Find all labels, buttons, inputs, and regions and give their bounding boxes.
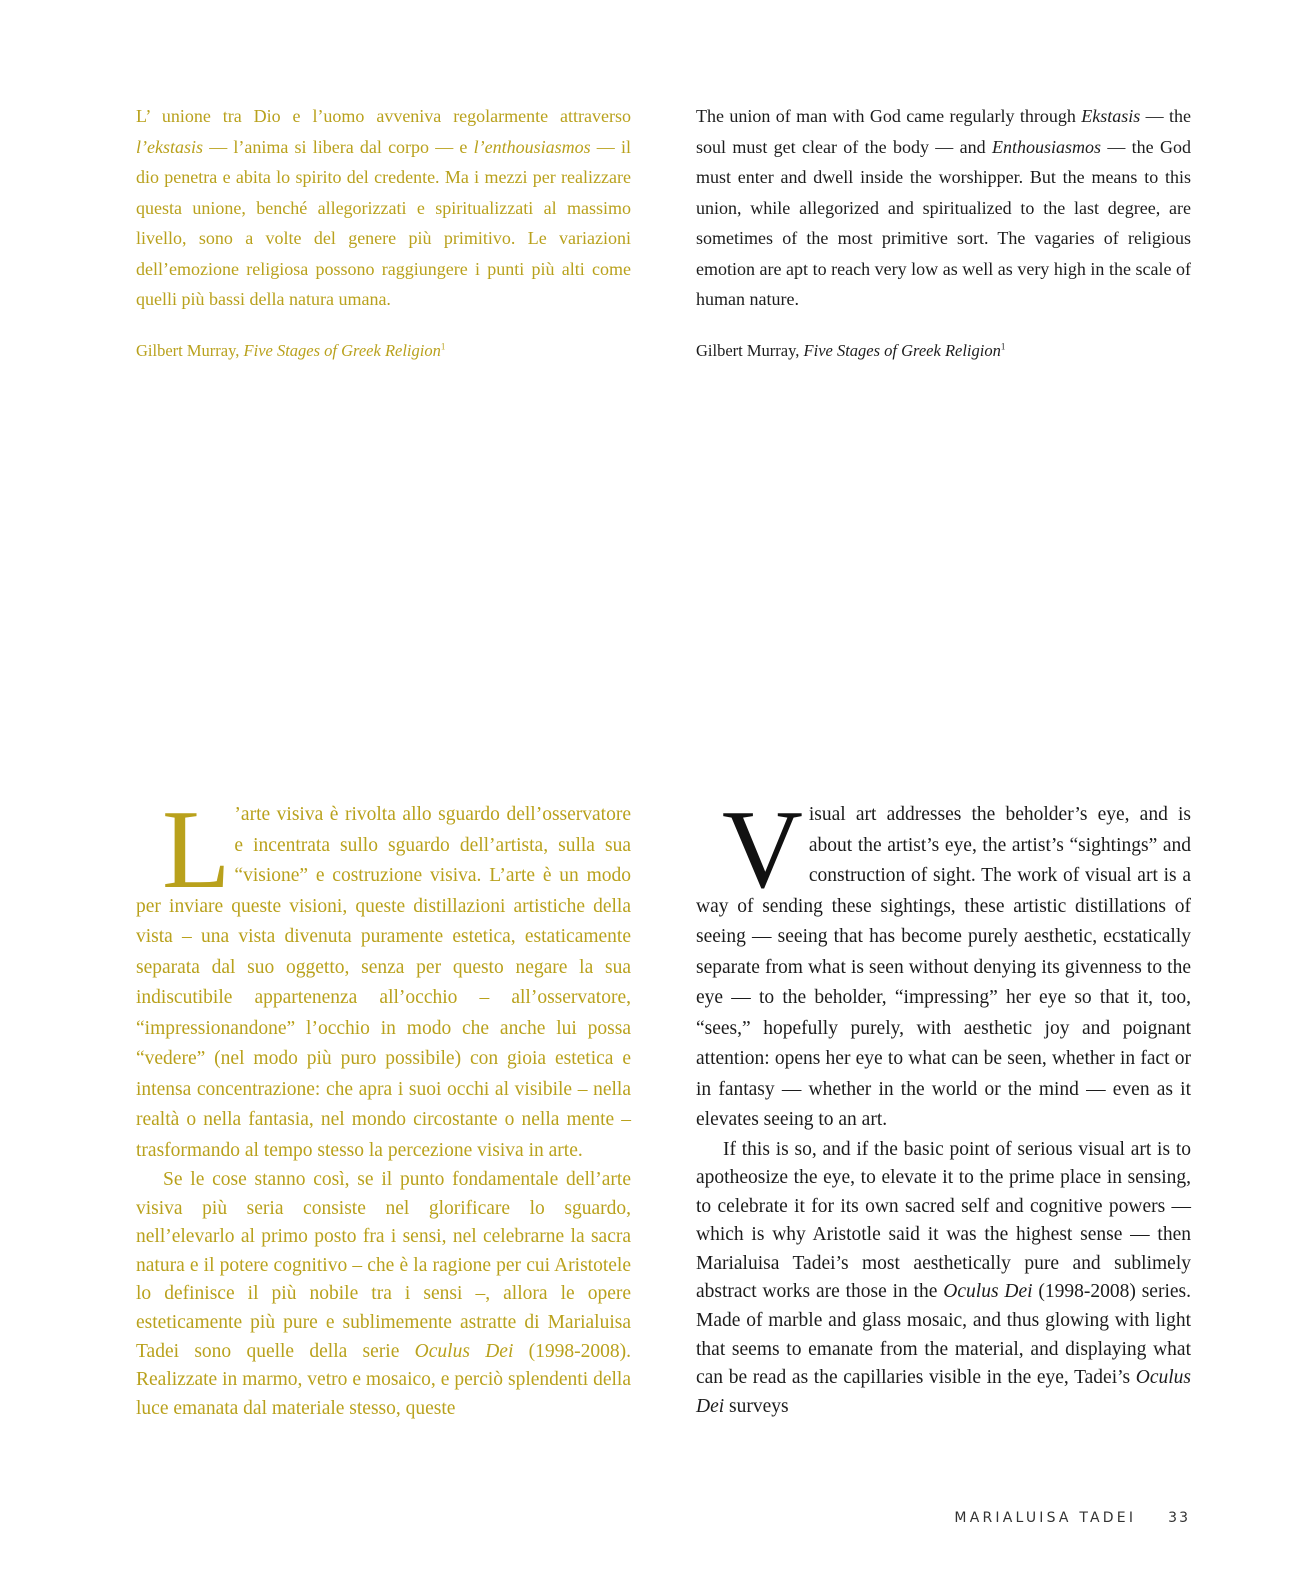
body-english-text: surveys	[724, 1395, 789, 1417]
epigraph-english	[696, 101, 1191, 362]
page-footer	[954, 1510, 1190, 1526]
series-title-oculus-dei: Oculus Dei	[414, 1340, 514, 1362]
epigraph-english-citation	[696, 340, 1191, 362]
epigraph-italian	[136, 101, 631, 362]
epigraph-italian-segment: — il dio penetra e abita lo spirito del credente. Ma i mezzi per realizzare questa unione, benché allegorizzati e spiritualizzati al massimo livello, sono a volte del genere più primitivo. Le variazioni dell’emozione religiosa possono raggiungere i punti più alti come quelli più bassi della natura umana.	[136, 136, 631, 309]
citation-author: Gilbert Murray,	[696, 340, 804, 360]
epigraph-english-segment: — the soul must get clear of the body — and	[696, 106, 1191, 157]
body-italian-text: Se le cose stanno così, se il punto fondamentale dell’arte visiva più seria consiste nel glorificare lo sguardo, nell’elevarlo al primo posto fra i sensi, nel celebrarne la sacra natura e il potere cognitivo – che è la ragione per cui Aristotele lo definisce il più nobile tra i sensi –, allora le opere esteticamente più pure e sublimemente astratte di Marialuisa Tadei sono quelle della serie	[136, 1169, 631, 1362]
footnote-marker: 1	[440, 341, 446, 351]
epigraph-english-segment: — the God must enter and dwell inside the worshipper. But the means to this union, while allegorized and spiritualized to the last degree, are sometimes of the most primitive sort. The vagaries of religious emotion are apt to reach very low as well as very high in the scale of human nature.	[696, 136, 1191, 309]
body-italian-text: (1998-2008). Realizzate in marmo, vetro e mosaico, e perciò splendenti della luce emanata dal materiale stesso, queste	[136, 1340, 632, 1419]
citation-title: Five Stages of Greek Religion	[243, 340, 441, 360]
page-number: 33	[1168, 1510, 1190, 1526]
drop-cap-english: V	[722, 788, 803, 912]
body-italian	[136, 788, 632, 1423]
epigraph-italian-citation	[136, 340, 631, 362]
epigraph-english-segment: The union of man with God came regularly through	[696, 106, 1082, 126]
citation-title: Five Stages of Greek Religion	[803, 340, 1001, 360]
running-footer-author: MARIALUISA TADEI	[954, 1510, 1137, 1526]
epigraph-english-text	[696, 101, 1191, 315]
body-english-text: isual art addresses the beholder’s eye, and is about the artist’s eye, the artist’s “sightings” and construction of sight. The work of visual art is a way of sending these sightings, these artistic distillations of seeing — seeing that has become purely aesthetic, ecstatically separate from what is seen without denying its givenness to the eye — to the beholder, “impressing” her eye so that it, too, “sees,” hopefully purely, with aesthetic joy and poignant attention: opens her eye to what can be seen, whether in fact or in fantasy — whether in the world or the mind — even as it elevates seeing to an art.	[696, 804, 1191, 1130]
term-ekstasis-english: Ekstasis	[1081, 106, 1141, 126]
term-enthousiasmos-english: Enthousiasmos	[991, 136, 1101, 157]
drop-cap-italian: L	[162, 788, 231, 912]
body-english-text: (1998-2008) series. Made of marble and glass mosaic, and thus glowing with light that seems to emanate from the material, and displaying what can be read as the capillaries visible in the eye, Tadei’s	[696, 1281, 1191, 1389]
epigraph-italian-segment: L’ unione tra Dio e l’uomo avveniva regolarmente attraverso	[136, 106, 631, 126]
body-english-paragraph-2	[696, 1136, 1191, 1422]
term-enthousiasmos-italian: l’enthousiasmos	[473, 136, 591, 157]
body-italian-paragraph-1	[136, 788, 631, 1166]
body-english-paragraph-1	[696, 788, 1191, 1136]
series-title-oculus-dei: Oculus Dei	[943, 1281, 1033, 1303]
epigraph-italian-text	[136, 101, 631, 315]
body-italian-paragraph-2	[136, 1166, 631, 1423]
footnote-marker: 1	[1000, 341, 1006, 351]
citation-author: Gilbert Murray,	[136, 340, 244, 360]
series-title-oculus-dei: Oculus Dei	[696, 1367, 1191, 1417]
epigraph-italian-segment: — l’anima si libera dal corpo — e	[203, 136, 474, 157]
body-italian-text: ’arte visiva è rivolta allo sguardo dell’osservatore e incentrata sullo sguardo dell’artista, sulla sua “visione” e costruzione visiva. L’arte è un modo per inviare queste visioni, queste distillazioni artistiche della vista – una vista divenuta puramente estetica, estaticamente separata dal suo oggetto, senza per questo negare la sua indiscutibile appartenenza all’occhio – all’osservatore, “impressionandone” l’occhio in modo che anche lui possa “vedere” (nel modo più puro possibile) con gioia estetica e intensa concentrazione: che apra i suoi occhi al visibile – nella realtà o nella fantasia, nel mondo circostante o nella mente – trasformando al tempo stesso la percezione visiva in arte.	[136, 804, 631, 1161]
body-english	[696, 788, 1191, 1421]
term-ekstasis-italian: l’ekstasis	[136, 136, 203, 157]
body-english-text: If this is so, and if the basic point of serious visual art is to apotheosize the eye, to elevate it to the prime place in sensing, to celebrate it for its own sacred self and cognitive powers — which is why Aristotle said it was the highest sense — then Marialuisa Tadei’s most aesthetically pure and sublimely abstract works are those in the	[696, 1138, 1191, 1303]
